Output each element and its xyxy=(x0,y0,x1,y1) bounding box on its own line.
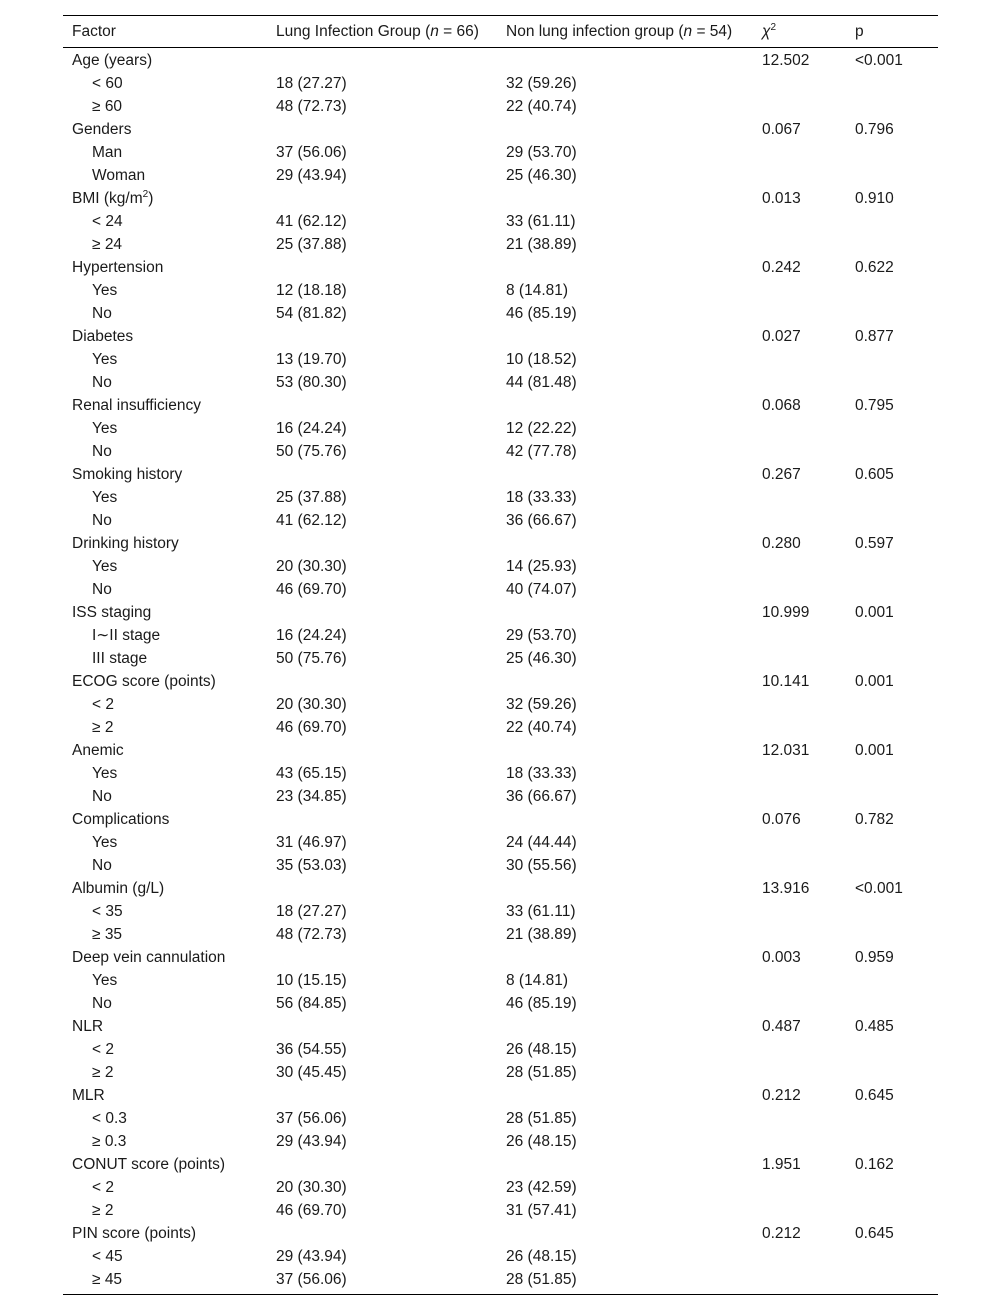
table-row-sub xyxy=(63,716,938,739)
chi-square-cell: 0.013 xyxy=(762,190,801,207)
factor-cell: No xyxy=(92,788,112,805)
factor-cell: No xyxy=(92,995,112,1012)
factor-cell: Yes xyxy=(92,972,118,989)
table-row-factor xyxy=(63,1084,938,1107)
lung-infection-cell: 50 (75.76) xyxy=(276,443,347,460)
non-lung-infection-cell: 26 (48.15) xyxy=(506,1041,577,1058)
factor-cell: Albumin (g/L) xyxy=(72,880,165,897)
non-lung-infection-cell: 25 (46.30) xyxy=(506,167,577,184)
chi-square-cell: 0.212 xyxy=(762,1087,801,1104)
lung-infection-cell: 29 (43.94) xyxy=(276,167,347,184)
factor-cell: < 2 xyxy=(92,1179,114,1196)
lung-infection-cell: 10 (15.15) xyxy=(276,972,347,989)
lung-infection-cell: 25 (37.88) xyxy=(276,236,347,253)
table-row-sub xyxy=(63,95,938,118)
factor-cell: Yes xyxy=(92,420,118,437)
factor-cell: ≥ 60 xyxy=(92,98,123,115)
chi-square-cell: 0.212 xyxy=(762,1225,801,1242)
table-row-sub xyxy=(63,141,938,164)
table-row-sub xyxy=(63,1199,938,1222)
table-row-factor xyxy=(63,946,938,969)
lung-infection-cell: 20 (30.30) xyxy=(276,696,347,713)
factor-cell: < 0.3 xyxy=(92,1110,127,1127)
p-value-cell: 0.645 xyxy=(855,1087,894,1104)
non-lung-infection-cell: 8 (14.81) xyxy=(506,972,569,989)
lung-infection-cell: 25 (37.88) xyxy=(276,489,347,506)
factor-cell: ISS staging xyxy=(72,604,152,621)
non-lung-infection-cell: 40 (74.07) xyxy=(506,581,577,598)
chi-square-cell: 12.502 xyxy=(762,52,810,69)
non-lung-infection-cell: 21 (38.89) xyxy=(506,236,577,253)
table-row-sub xyxy=(63,578,938,601)
factor-cell: No xyxy=(92,374,112,391)
non-lung-infection-cell: 28 (51.85) xyxy=(506,1271,577,1288)
p-value-cell: 0.959 xyxy=(855,949,894,966)
factor-cell: No xyxy=(92,443,112,460)
factor-cell: CONUT score (points) xyxy=(72,1156,226,1173)
factor-cell: BMI $(kg/m^2)$ xyxy=(72,189,154,207)
chi-square-cell: 0.027 xyxy=(762,328,801,345)
factor-cell: < 60 xyxy=(92,75,123,92)
factor-cell: Yes xyxy=(92,834,118,851)
table-row-sub xyxy=(63,1176,938,1199)
table-row-sub xyxy=(63,992,938,1015)
lung-infection-cell: 41 (62.12) xyxy=(276,213,347,230)
header-factor: Factor xyxy=(72,23,116,40)
table-row-sub xyxy=(63,348,938,371)
non-lung-infection-cell: 8 (14.81) xyxy=(506,282,569,299)
lung-infection-cell: 23 (34.85) xyxy=(276,788,347,805)
lung-infection-cell: 30 (45.45) xyxy=(276,1064,347,1081)
non-lung-infection-cell: 28 (51.85) xyxy=(506,1064,577,1081)
chi-square-cell: 0.003 xyxy=(762,949,801,966)
non-lung-infection-cell: 21 (38.89) xyxy=(506,926,577,943)
lung-infection-cell: 12 (18.18) xyxy=(276,282,347,299)
table-row-sub xyxy=(63,693,938,716)
non-lung-infection-cell: 22 (40.74) xyxy=(506,98,577,115)
data-table xyxy=(63,15,938,1295)
chi-square-cell: 1.951 xyxy=(762,1156,801,1173)
lung-infection-cell: 31 (46.97) xyxy=(276,834,347,851)
lung-infection-cell: 46 (69.70) xyxy=(276,719,347,736)
chi-square-cell: 0.487 xyxy=(762,1018,801,1035)
lung-infection-cell: 36 (54.55) xyxy=(276,1041,347,1058)
header-lung-infection-group: Lung Infection Group (n = 66) xyxy=(276,23,479,40)
chi-square-cell: 12.031 xyxy=(762,742,810,759)
lung-infection-cell: 20 (30.30) xyxy=(276,1179,347,1196)
table-row-sub xyxy=(63,923,938,946)
factor-cell: I∼II stage xyxy=(92,627,161,644)
factor-cell: Deep vein cannulation xyxy=(72,949,226,966)
lung-infection-cell: 54 (81.82) xyxy=(276,305,347,322)
factor-cell: Age (years) xyxy=(72,52,153,69)
header-p-value: p xyxy=(855,23,864,40)
table-row-sub xyxy=(63,900,938,923)
non-lung-infection-cell: 25 (46.30) xyxy=(506,650,577,667)
p-value-cell: <0.001 xyxy=(855,880,903,897)
lung-infection-cell: 46 (69.70) xyxy=(276,1202,347,1219)
non-lung-infection-cell: 33 (61.11) xyxy=(506,903,576,920)
header-non-lung-infection-group: Non lung infection group (n = 54) xyxy=(506,23,733,40)
non-lung-infection-cell: 23 (42.59) xyxy=(506,1179,577,1196)
lung-infection-cell: 29 (43.94) xyxy=(276,1248,347,1265)
lung-infection-cell: 16 (24.24) xyxy=(276,420,347,437)
chi-square-cell: 0.267 xyxy=(762,466,801,483)
factor-cell: No xyxy=(92,512,112,529)
factor-cell: ≥ 2 xyxy=(92,1202,114,1219)
factor-cell: ECOG score (points) xyxy=(72,673,216,690)
header-chi-square: $\chi^2$ xyxy=(762,22,777,40)
non-lung-infection-cell: 14 (25.93) xyxy=(506,558,577,575)
factor-cell: ≥ 24 xyxy=(92,236,123,253)
non-lung-infection-cell: 22 (40.74) xyxy=(506,719,577,736)
non-lung-infection-cell: 18 (33.33) xyxy=(506,765,577,782)
factor-cell: Complications xyxy=(72,811,170,828)
table-row-sub xyxy=(63,417,938,440)
lung-infection-cell: 16 (24.24) xyxy=(276,627,347,644)
lung-infection-cell: 41 (62.12) xyxy=(276,512,347,529)
p-value-cell: 0.162 xyxy=(855,1156,894,1173)
chi-square-cell: 0.067 xyxy=(762,121,801,138)
lung-infection-cell: 37 (56.06) xyxy=(276,1110,347,1127)
table-row-sub xyxy=(63,1061,938,1084)
lung-infection-cell: 50 (75.76) xyxy=(276,650,347,667)
non-lung-infection-cell: 32 (59.26) xyxy=(506,75,577,92)
factor-cell: < 2 xyxy=(92,696,114,713)
table-row-sub xyxy=(63,647,938,670)
header-row xyxy=(63,16,938,47)
table-row-sub xyxy=(63,624,938,647)
non-lung-infection-cell: 29 (53.70) xyxy=(506,144,577,161)
table-row-factor xyxy=(63,325,938,348)
factor-cell: Yes xyxy=(92,489,118,506)
factor-cell: No xyxy=(92,857,112,874)
chi-square-cell: 0.242 xyxy=(762,259,801,276)
table-body xyxy=(63,48,938,1294)
chi-square-cell: 0.076 xyxy=(762,811,801,828)
lung-infection-cell: 53 (80.30) xyxy=(276,374,347,391)
lung-infection-cell: 48 (72.73) xyxy=(276,926,347,943)
factor-cell: < 2 xyxy=(92,1041,114,1058)
table-row-factor xyxy=(63,1015,938,1038)
table-row-factor xyxy=(63,1153,938,1176)
p-value-cell: 0.796 xyxy=(855,121,894,138)
table-row-factor xyxy=(63,256,938,279)
table-row-sub xyxy=(63,72,938,95)
table-row-factor xyxy=(63,877,938,900)
p-value-cell: 0.877 xyxy=(855,328,894,345)
table-row-sub xyxy=(63,785,938,808)
lung-infection-cell: 13 (19.70) xyxy=(276,351,347,368)
factor-cell: Man xyxy=(92,144,123,161)
non-lung-infection-cell: 42 (77.78) xyxy=(506,443,577,460)
factor-cell: ≥ 2 xyxy=(92,1064,114,1081)
non-lung-infection-cell: 36 (66.67) xyxy=(506,788,577,805)
factor-cell: ≥ 45 xyxy=(92,1271,123,1288)
lung-infection-cell: 35 (53.03) xyxy=(276,857,347,874)
chi-square-cell: 10.999 xyxy=(762,604,810,621)
non-lung-infection-cell: 18 (33.33) xyxy=(506,489,577,506)
p-value-cell: 0.001 xyxy=(855,742,894,759)
factor-cell: Diabetes xyxy=(72,328,134,345)
lung-infection-cell: 37 (56.06) xyxy=(276,1271,347,1288)
non-lung-infection-cell: 10 (18.52) xyxy=(506,351,577,368)
lung-infection-cell: 18 (27.27) xyxy=(276,903,347,920)
lung-infection-cell: 56 (84.85) xyxy=(276,995,347,1012)
factor-cell: Yes xyxy=(92,282,118,299)
non-lung-infection-cell: 30 (55.56) xyxy=(506,857,577,874)
p-value-cell: <0.001 xyxy=(855,52,903,69)
p-value-cell: 0.001 xyxy=(855,604,894,621)
factor-cell: III stage xyxy=(92,650,148,667)
non-lung-infection-cell: 36 (66.67) xyxy=(506,512,577,529)
p-value-cell: 0.910 xyxy=(855,190,894,207)
table-row-sub xyxy=(63,486,938,509)
chi-square-cell: 10.141 xyxy=(762,673,810,690)
factor-cell: MLR xyxy=(72,1087,105,1104)
table-row-sub xyxy=(63,210,938,233)
table-row-sub xyxy=(63,302,938,325)
table-row-sub xyxy=(63,1130,938,1153)
table-row-sub xyxy=(63,233,938,256)
factor-cell: Renal insufficiency xyxy=(72,397,201,414)
table-row-sub xyxy=(63,164,938,187)
chi-square-cell: 0.068 xyxy=(762,397,801,414)
factor-cell: Drinking history xyxy=(72,535,179,552)
factor-cell: ≥ 2 xyxy=(92,719,114,736)
p-value-cell: 0.597 xyxy=(855,535,894,552)
table-row-sub xyxy=(63,1107,938,1130)
table-row-sub xyxy=(63,440,938,463)
non-lung-infection-cell: 26 (48.15) xyxy=(506,1133,577,1150)
table-row-sub xyxy=(63,854,938,877)
p-value-cell: 0.605 xyxy=(855,466,894,483)
non-lung-infection-cell: 26 (48.15) xyxy=(506,1248,577,1265)
lung-infection-cell: 48 (72.73) xyxy=(276,98,347,115)
factor-cell: No xyxy=(92,581,112,598)
factor-cell: < 35 xyxy=(92,903,123,920)
table-row-sub xyxy=(63,1038,938,1061)
factor-cell: < 24 xyxy=(92,213,123,230)
p-value-cell: 0.485 xyxy=(855,1018,894,1035)
factor-cell: Hypertension xyxy=(72,259,164,276)
non-lung-infection-cell: 44 (81.48) xyxy=(506,374,577,391)
factor-cell: Yes xyxy=(92,765,118,782)
p-value-cell: 0.795 xyxy=(855,397,894,414)
bottom-rule xyxy=(63,1294,938,1295)
factor-cell: Anemic xyxy=(72,742,124,759)
non-lung-infection-cell: 28 (51.85) xyxy=(506,1110,577,1127)
non-lung-infection-cell: 29 (53.70) xyxy=(506,627,577,644)
table-row-sub xyxy=(63,509,938,532)
table-row-sub xyxy=(63,371,938,394)
factor-cell: ≥ 35 xyxy=(92,926,123,943)
lung-infection-cell: 20 (30.30) xyxy=(276,558,347,575)
chi-square-cell: 13.916 xyxy=(762,880,810,897)
non-lung-infection-cell: 32 (59.26) xyxy=(506,696,577,713)
non-lung-infection-cell: 33 (61.11) xyxy=(506,213,576,230)
table-row-factor xyxy=(63,1222,938,1245)
table-row-factor xyxy=(63,670,938,693)
table-row-sub xyxy=(63,1268,938,1291)
non-lung-infection-cell: 12 (22.22) xyxy=(506,420,577,437)
table-row-sub xyxy=(63,1245,938,1268)
factor-cell: Genders xyxy=(72,121,132,138)
lung-infection-cell: 43 (65.15) xyxy=(276,765,347,782)
table-row-sub xyxy=(63,969,938,992)
factor-cell: PIN score (points) xyxy=(72,1225,197,1242)
lung-infection-cell: 29 (43.94) xyxy=(276,1133,347,1150)
lung-infection-cell: 37 (56.06) xyxy=(276,144,347,161)
p-value-cell: 0.001 xyxy=(855,673,894,690)
factor-cell: No xyxy=(92,305,112,322)
lung-infection-cell: 18 (27.27) xyxy=(276,75,347,92)
table-row-sub xyxy=(63,831,938,854)
table-row-factor xyxy=(63,394,938,417)
non-lung-infection-cell: 46 (85.19) xyxy=(506,305,577,322)
table-row-factor xyxy=(63,49,938,72)
table-row-factor xyxy=(63,187,938,210)
non-lung-infection-cell: 24 (44.44) xyxy=(506,834,577,851)
table-row-factor xyxy=(63,118,938,141)
factor-cell: < 45 xyxy=(92,1248,123,1265)
table-row-factor xyxy=(63,601,938,624)
factor-cell: Smoking history xyxy=(72,466,183,483)
factor-cell: Woman xyxy=(92,167,146,184)
table-row-factor xyxy=(63,532,938,555)
table-row-sub xyxy=(63,762,938,785)
non-lung-infection-cell: 46 (85.19) xyxy=(506,995,577,1012)
factor-cell: Yes xyxy=(92,558,118,575)
non-lung-infection-cell: 31 (57.41) xyxy=(506,1202,577,1219)
factor-cell: NLR xyxy=(72,1018,104,1035)
table-row-factor xyxy=(63,463,938,486)
chi-square-cell: 0.280 xyxy=(762,535,801,552)
p-value-cell: 0.622 xyxy=(855,259,894,276)
table-row-factor xyxy=(63,808,938,831)
p-value-cell: 0.782 xyxy=(855,811,894,828)
table-row-sub xyxy=(63,555,938,578)
factor-cell: Yes xyxy=(92,351,118,368)
lung-infection-cell: 46 (69.70) xyxy=(276,581,347,598)
factor-cell: ≥ 0.3 xyxy=(92,1133,127,1150)
p-value-cell: 0.645 xyxy=(855,1225,894,1242)
table-row-factor xyxy=(63,739,938,762)
table-row-sub xyxy=(63,279,938,302)
